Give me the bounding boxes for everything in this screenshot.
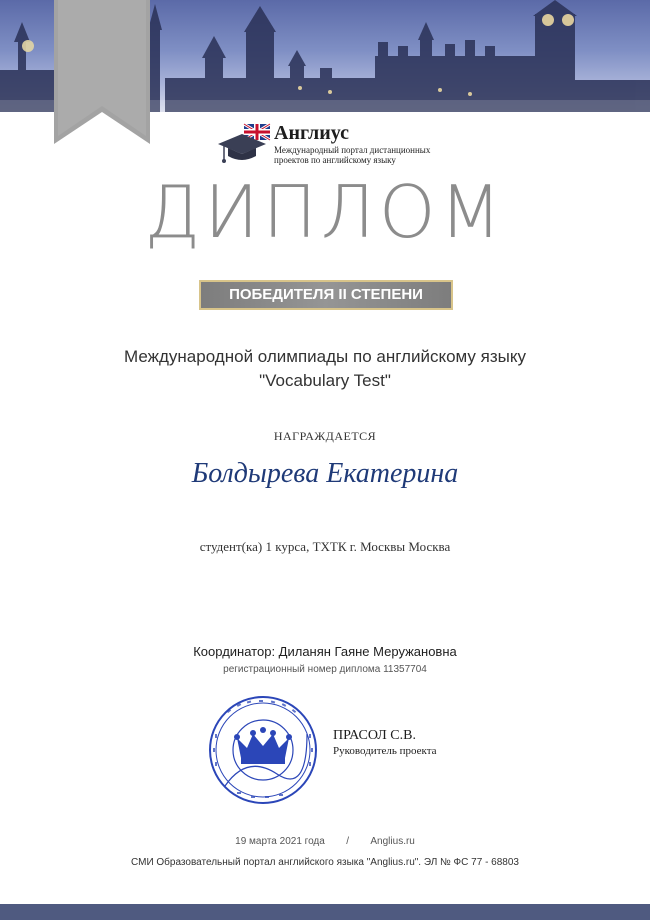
coordinator-line: Координатор: Диланян Гаяне Меружановна [193, 644, 457, 659]
degree-badge: ПОБЕДИТЕЛЯ II СТЕПЕНИ [199, 280, 453, 310]
official-stamp [207, 694, 319, 806]
signer-name: ПРАСОЛ С.В. [333, 728, 416, 743]
graduation-cap-icon [216, 122, 272, 168]
event-line-2: "Vocabulary Test" [259, 371, 391, 390]
footer-smi: СМИ Образовательный портал английского языка "Anglius.ru". ЭЛ № ФС 77 - 68803 [131, 857, 519, 868]
logo-subtitle: Международный портал дистанционных проектов по английскому языку [274, 145, 431, 165]
bottom-bar [0, 904, 650, 920]
anglius-logo [216, 122, 446, 168]
signer-role: Руководитель проекта [333, 745, 437, 757]
footer-separator: / [346, 836, 349, 847]
diploma-title: ДИПЛОМ [144, 170, 506, 254]
awarded-label: НАГРАЖДАЕТСЯ [273, 429, 377, 443]
recipient-name: Болдырева Екатерина [191, 458, 459, 489]
footer-date: 19 марта 2021 года [235, 836, 325, 847]
footer-site: Anglius.ru [370, 836, 415, 847]
footer-date-site [0, 836, 650, 847]
registration-number: регистрационный номер диплома 11357704 [223, 664, 427, 675]
logo-name: Англиус [274, 122, 350, 144]
event-line-1: Международной олимпиады по английскому языку [124, 347, 526, 366]
recipient-details: студент(ка) 1 курса, ТХТК г. Москвы Москва [199, 539, 451, 554]
bookmark-ribbon [54, 0, 150, 144]
event-description [0, 345, 650, 393]
